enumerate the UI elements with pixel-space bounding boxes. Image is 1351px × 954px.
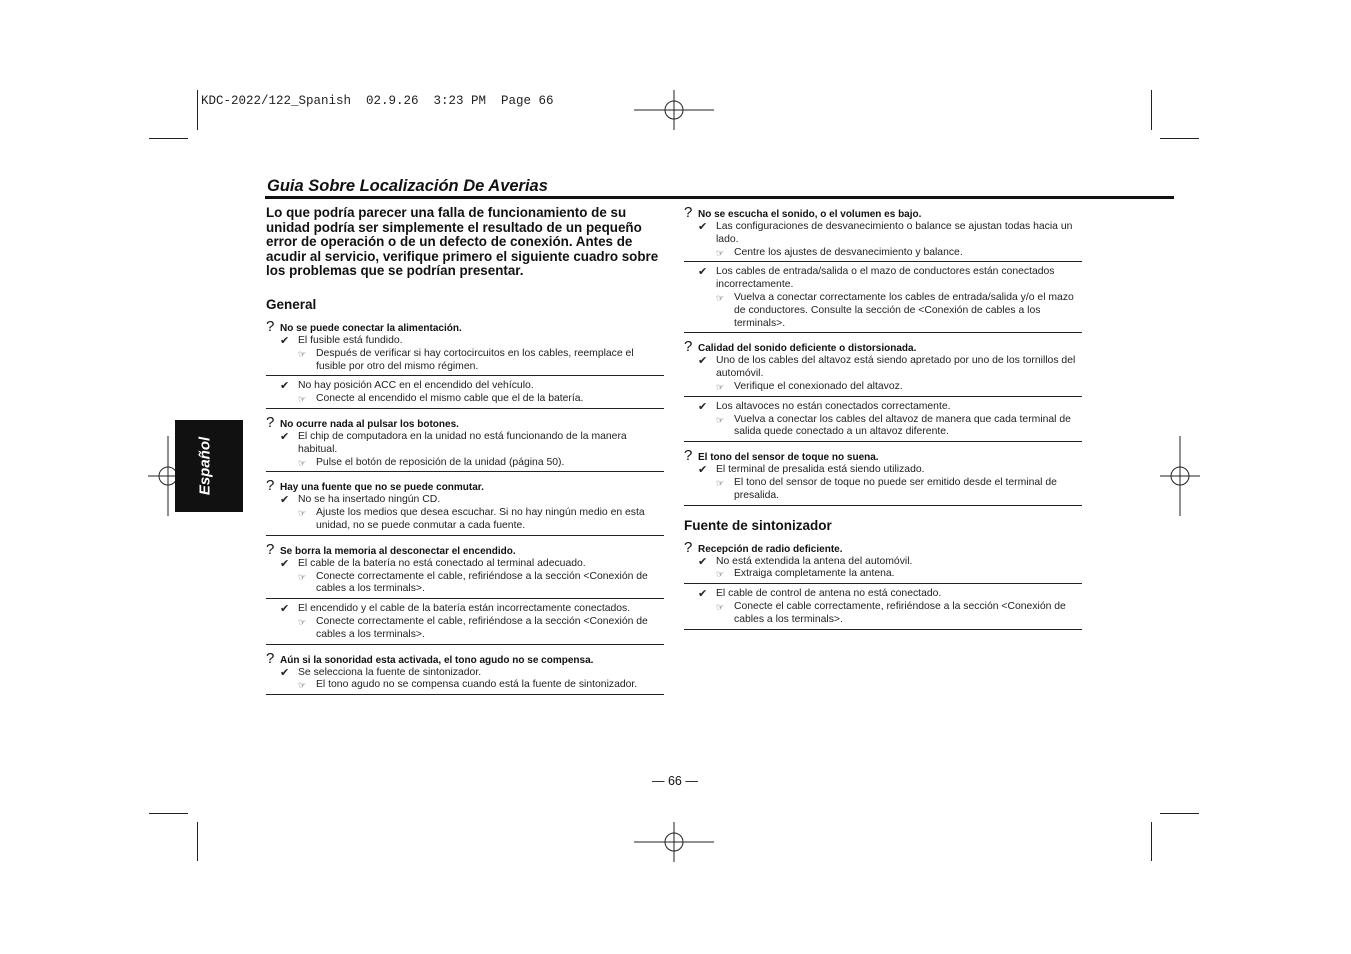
problem-title (684, 538, 1082, 556)
crop-mark (1151, 822, 1152, 861)
problem-text: No se puede conectar la alimentación. (280, 322, 462, 334)
remedy-text: Extraiga completamente la antena. (734, 568, 895, 580)
language-tab (175, 420, 243, 512)
check-icon: ✔ (698, 400, 708, 413)
cause-block (684, 355, 1082, 396)
cause-block (684, 556, 1082, 585)
cause-block (266, 667, 664, 696)
remedy-row (280, 616, 664, 642)
problem-text: El tono del sensor de toque no suena. (698, 452, 879, 464)
pointing-hand-icon: ☞ (298, 508, 307, 519)
cause-text: El fusible está fundido. (298, 334, 403, 346)
check-icon: ✔ (280, 380, 290, 393)
check-icon: ✔ (698, 266, 708, 279)
problem-text: Se borra la memoria al desconectar el encendido. (280, 545, 516, 557)
cause-row (698, 588, 1082, 601)
remedy-text: Conecte correctamente el cable, refiriéndose a la sección <Conexión de cables a los terminals>. (316, 615, 648, 640)
check-icon: ✔ (698, 464, 708, 477)
check-icon: ✔ (280, 430, 290, 443)
remedy-text: Conecte al encendido el mismo cable que el de la batería. (316, 393, 584, 405)
problem-list (266, 317, 664, 695)
cause-block (266, 558, 664, 599)
crop-mark (1160, 138, 1199, 139)
question-icon: ? (684, 338, 693, 356)
cause-block (684, 221, 1082, 262)
cause-text: Uno de los cables del altavoz está siendo apretado por uno de los tornillos del automóvil. (716, 355, 1076, 380)
remedy-row (698, 414, 1082, 440)
pointing-hand-icon: ☞ (716, 414, 725, 425)
registration-mark-icon (634, 822, 714, 862)
remedy-text: Después de verificar si hay cortocircuitos en los cables, reemplace el fusible por otro del mismo régimen. (316, 347, 634, 372)
remedy-text: El tono agudo no se compensa cuando está la fuente de sintonizador. (316, 679, 638, 691)
remedy-row (280, 507, 664, 533)
remedy-row (698, 247, 1082, 260)
cause-text: No está extendida la antena del automóvil. (716, 555, 913, 567)
problem-title (684, 206, 1082, 221)
remedy-row (280, 348, 664, 374)
cause-row (280, 558, 664, 571)
problem-title (266, 479, 664, 494)
cause-block (684, 401, 1082, 442)
question-icon: ? (266, 317, 275, 335)
pointing-hand-icon: ☞ (716, 477, 725, 488)
check-icon: ✔ (280, 494, 290, 507)
cause-block (266, 380, 664, 409)
problem-text: Calidad del sonido deficiente o distorsionada. (698, 343, 917, 355)
remedy-row (280, 571, 664, 597)
problem-item (266, 479, 664, 535)
cause-row (698, 556, 1082, 569)
problem-title (266, 540, 664, 558)
crop-mark (197, 822, 198, 861)
crop-mark (197, 90, 198, 130)
remedy-row (698, 601, 1082, 627)
cause-block (266, 603, 664, 644)
cause-block (266, 494, 664, 535)
crop-mark (149, 813, 188, 814)
check-icon: ✔ (698, 355, 708, 368)
cause-text: El terminal de presalida está siendo utilizado. (716, 464, 925, 476)
problem-item (266, 317, 664, 409)
problem-title (266, 317, 664, 335)
question-icon: ? (266, 649, 275, 667)
pointing-hand-icon: ☞ (298, 571, 307, 582)
remedy-text: Ajuste los medios que desea escuchar. Si no hay ningún medio en esta unidad, no se puede conmutar a cada fuente. (316, 507, 645, 531)
registration-mark-icon (1160, 436, 1200, 516)
cause-row (698, 355, 1082, 381)
cause-row (698, 464, 1082, 477)
problem-list (684, 538, 1082, 630)
pointing-hand-icon: ☞ (298, 457, 307, 468)
question-icon: ? (684, 538, 693, 556)
cause-row (280, 380, 664, 393)
remedy-row (280, 457, 664, 470)
pointing-hand-icon: ☞ (716, 247, 725, 258)
check-icon: ✔ (698, 221, 708, 233)
remedy-text: Vuelva a conectar correctamente los cables de entrada/salida y/o el mazo de conductores. Consulte la sección de <Conexión de cables a los terminals>. (734, 291, 1074, 329)
right-column (684, 206, 1082, 637)
remedy-text: Pulse el botón de reposición de la unidad (página 50). (316, 456, 565, 468)
problem-text: No se escucha el sonido, o el volumen es bajo. (698, 209, 922, 220)
title-rule (265, 196, 1174, 199)
crop-mark (1160, 813, 1199, 814)
pointing-hand-icon: ☞ (716, 381, 725, 392)
cause-row (698, 266, 1082, 292)
check-icon: ✔ (280, 557, 290, 570)
remedy-text: Verifique el conexionado del altavoz. (734, 380, 903, 392)
cause-row (280, 667, 664, 680)
intro-paragraph: Lo que podría parecer una falla de funcionamiento de su unidad podría ser simplemente el resultado de un pequeño error de operación o de un defecto de conexión. Antes de acudir al servicio, verifique primero el siguiente cuadro sobre los problemas que se podrían presentar. (266, 205, 659, 279)
question-icon: ? (266, 540, 275, 558)
remedy-text: El tono del sensor de toque no puede ser emitido desde el terminal de presalida. (734, 476, 1057, 501)
cause-text: No se ha insertado ningún CD. (298, 494, 441, 506)
remedy-row (698, 292, 1082, 330)
cause-text: Se selecciona la fuente de sintonizador. (298, 666, 482, 678)
cause-row (280, 431, 664, 457)
cause-block (684, 266, 1082, 333)
problem-item (266, 413, 664, 472)
remedy-text: Centre los ajustes de desvanecimiento y balance. (734, 246, 963, 258)
problem-title (684, 340, 1082, 355)
pointing-hand-icon: ☞ (716, 292, 725, 303)
language-tab-label: Español (196, 436, 214, 496)
problem-list (684, 206, 1082, 506)
pointing-hand-icon: ☞ (298, 616, 307, 627)
remedy-row (698, 381, 1082, 394)
cause-text: El chip de computadora en la unidad no está funcionando de la manera habitual. (298, 430, 627, 455)
question-icon: ? (266, 413, 275, 431)
cause-block (266, 335, 664, 376)
problem-item (684, 449, 1082, 505)
cause-row (280, 335, 664, 348)
problem-item (684, 340, 1082, 442)
cause-block (684, 588, 1082, 629)
problem-text: Recepción de radio deficiente. (698, 543, 843, 555)
cause-text: El cable de la batería no está conectado al terminal adecuado. (298, 557, 586, 569)
cause-row (698, 401, 1082, 414)
check-icon: ✔ (280, 334, 290, 347)
problem-title (266, 413, 664, 431)
cause-block (684, 464, 1082, 505)
problem-item (684, 206, 1082, 333)
cause-block (266, 431, 664, 472)
problem-text: Aún si la sonoridad esta activada, el tono agudo no se compensa. (280, 654, 594, 666)
problem-title (266, 649, 664, 667)
cause-text: No hay posición ACC en el encendido del vehículo. (298, 380, 534, 392)
problem-item (684, 538, 1082, 630)
problem-item (266, 540, 664, 645)
cause-text: El cable de control de antena no está conectado. (716, 588, 942, 600)
remedy-text: Conecte correctamente el cable, refiriéndose a la sección <Conexión de cables a los terminals>. (316, 570, 648, 595)
remedy-row (280, 679, 664, 692)
problem-text: No ocurre nada al pulsar los botones. (280, 418, 459, 430)
cause-text: Las configuraciones de desvanecimiento o balance se ajustan todas hacia un lado. (716, 221, 1073, 245)
remedy-text: Vuelva a conectar los cables del altavoz de manera que cada terminal de salida quede conectado a un altavoz diferente. (734, 413, 1071, 438)
crop-mark (1151, 90, 1152, 130)
pointing-hand-icon: ☞ (716, 601, 725, 612)
pointing-hand-icon: ☞ (298, 394, 307, 405)
problem-title (684, 449, 1082, 464)
cause-row (280, 494, 664, 507)
crop-mark (149, 138, 188, 139)
question-icon: ? (684, 447, 693, 465)
pointing-hand-icon: ☞ (298, 348, 307, 359)
left-column (266, 206, 664, 702)
remedy-row (698, 568, 1082, 581)
page-number: — 66 — (652, 774, 698, 788)
problem-item (266, 649, 664, 696)
check-icon: ✔ (280, 603, 290, 616)
cause-text: Los altavoces no están conectados correctamente. (716, 400, 951, 412)
remedy-text: Conecte el cable correctamente, refiriéndose a la sección <Conexión de cables a los terminals>. (734, 600, 1066, 625)
remedy-row (280, 393, 664, 406)
pointing-hand-icon: ☞ (298, 680, 307, 691)
registration-mark-icon (634, 90, 714, 130)
print-header: KDC-2022/122_Spanish 02.9.26 3:23 PM Page 66 (201, 94, 554, 108)
section-title: Fuente de sintonizador (684, 517, 832, 533)
check-icon: ✔ (698, 555, 708, 568)
question-icon: ? (684, 204, 693, 221)
pointing-hand-icon: ☞ (716, 569, 725, 580)
check-icon: ✔ (280, 666, 290, 679)
cause-row (698, 221, 1082, 247)
cause-text: El encendido y el cable de la batería están incorrectamente conectados. (298, 603, 631, 615)
cause-row (280, 603, 664, 616)
question-icon: ? (266, 477, 275, 495)
remedy-row (698, 477, 1082, 503)
section-title: General (266, 296, 317, 312)
check-icon: ✔ (698, 588, 708, 601)
page-title: Guia Sobre Localización De Averias (267, 177, 548, 195)
cause-text: Los cables de entrada/salida o el mazo de conductores están conectados incorrectamente. (716, 266, 1055, 291)
problem-text: Hay una fuente que no se puede conmutar. (280, 482, 484, 494)
